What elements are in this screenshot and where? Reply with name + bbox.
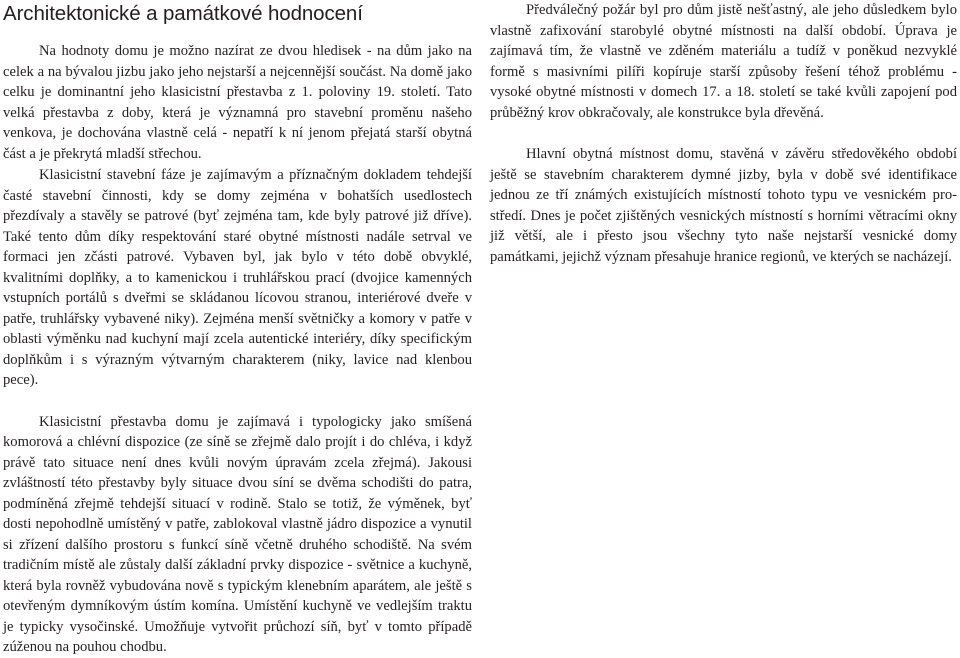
page-title: Architektonické a památkové hodnocení	[3, 2, 363, 25]
paragraph: Na hodnoty domu je možno nazírat ze dvou hledisek - na dům jako na celek a na bývalou jizbu jako jeho nejstarší a nejcennější součást. Na domě jako celku je dominantní jeho klasicistní přestavba z 1. poloviny 19. století. Tato velká přestavba z doby, která je významná pro stavební proměnu našeho venkova, je dochována vlastně celá - nepatří k ní jenom přejatá starší obytná část a je překrytá mladší střechou.	[3, 43, 472, 162]
left-column	[3, 41, 472, 658]
paragraph: Klasicistní stavební fáze je zajímavým a příznačným dokladem tehdejší časté stavební činnosti, kdy se domy zejména v bohatších usedlostech přezdívaly a stavěly se patrové (byť zejména tam, kde byly patrové již dříve). Také tento dům díky respektování staré obytné místnosti nadále setrval ve formaci jen zčásti patrové. Vybaven byl, jak bylo v této době obvyklé, kvalitními doplňky, a to kamenickou i truhlářskou prací (dvojice kamenných vstupních portálů s dveřmi se skládanou lícovou stranou, interiérové dveře v patře, truhlářsky vybavené niky). Zejména menší světničky a komory v patře v oblasti výměnku nad kuchyní mají zcela autentické interiéry, díky specifickým doplňkům i s výrazným výtvarným charakterem (niky, lavice nad klenbou pece).	[3, 167, 472, 388]
right-column	[490, 0, 957, 267]
paragraph: Klasicistní přestavba domu je zajímavá i typologicky jako smíšená komorová a chlévní dispozice (ze síně se zřejmě dalo projít i do chléva, i když právě tato situace není dnes kvůli novým úpravám zcela zřejmá). Jakousi zvláštností této přestavby byly situace dvou síní se dvěma schodišti do patra, podmíněná zřejmě tehdejší situací v rodině. Stalo se totiž, že výměnek, byť dosti nepohodlně umístěný v patře, zablokoval vlastně jádro dispozice a vynutil si zřízení dalšího prostoru s funkcí síně včetně druhého schodiště. Na svém tradičním místě ale zůstaly další základní prvky dispozice - světnice a kuchyně, která byla rovněž vybudována nově s typickým klenebním aparátem, ale ještě s otevřeným dymníkovým ústím komína. Umístění kuchyně ve vedlejším traktu je typicky vysočinské. Umožňuje vytvořit průchozí síň, byť v tomto případě zúženou na pouhou chodbu.	[3, 413, 472, 655]
paragraph: Předválečný požár byl pro dům jistě nešťastný, ale jeho důsledkem bylo vlastně zafixování starobylé obytné místnosti na další období. Úprava je zajímavá tím, že vlastně ve zděném materiálu a tudíž v poněkud nezvyklé formě s masivními pilíři kopíruje starší způsoby řešení téhož problému - vysoké obytné místnosti v domech 17. a 18. století se také kvůli zapojení pod průběžný krov obkračovaly, ale konstrukce byla dřevěná.	[490, 2, 957, 121]
paragraph: Hlavní obytná místnost domu, stavěná v závěru středověkého období ještě se stavebním charakterem dymné jizby, byla v době své identifikace jednou ze tří známých existujících místností tohoto typu ve vesnickém prostředí. Dnes je počet zjištěných vesnických místností s horními větracími okny již větší, ale i přesto jsou všechny tyto naše nejstarší vesnické domy památkami, jejichž význam přesahuje hranice regionů, ve kterých se nacházejí.	[490, 146, 957, 265]
